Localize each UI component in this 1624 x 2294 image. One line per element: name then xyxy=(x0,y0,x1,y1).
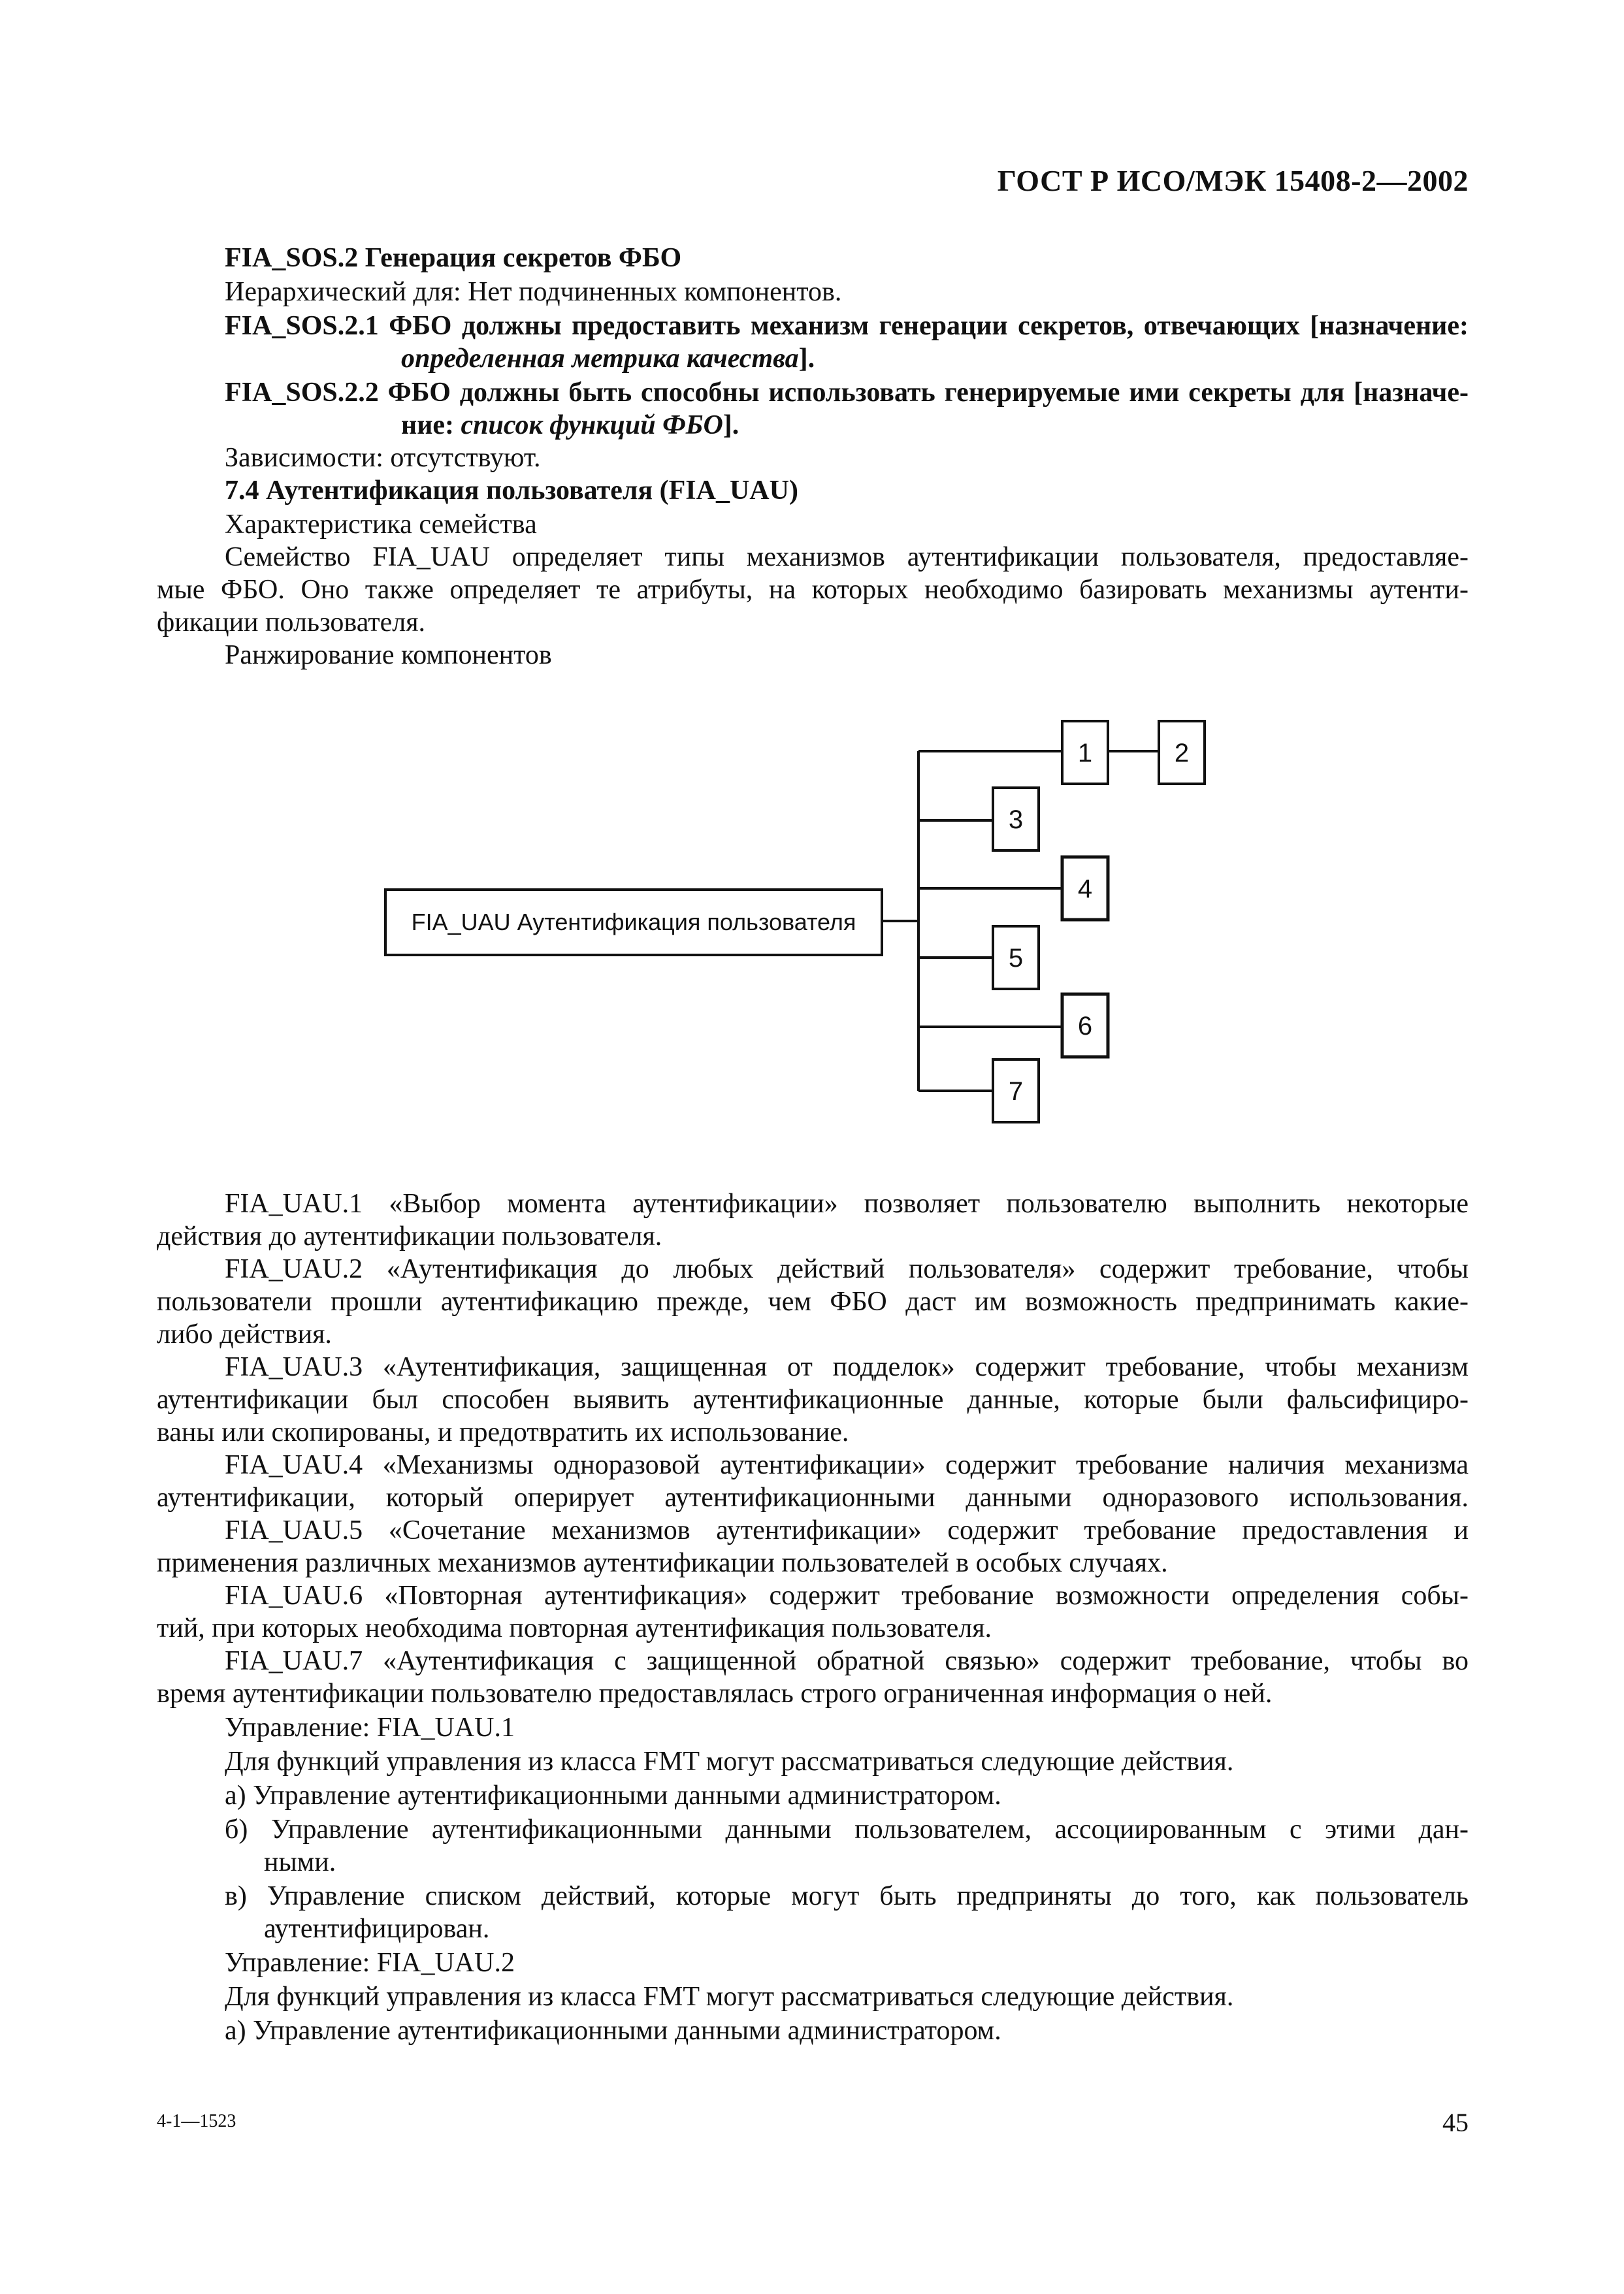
desc-uau1-line-2: действия до аутентификации пользователя. xyxy=(157,1221,662,1252)
component-label-3: 3 xyxy=(1008,805,1024,834)
family-characteristic-label: Характеристика семейства xyxy=(225,509,537,540)
desc-uau6-line-1: FIA_UAU.6 «Повторная аутентификация» содержит требование возможности определения собы- xyxy=(225,1581,1469,1611)
footer-print-code: 4-1—1523 xyxy=(157,2111,236,2131)
management-uau2-title: Управление: FIA_UAU.2 xyxy=(225,1948,515,1978)
management-uau1-item-c-cont: аутентифицирован. xyxy=(264,1914,490,1944)
management-uau1-intro: Для функций управления из класса FMT могут рассматриваться следующие действия. xyxy=(225,1747,1234,1777)
sos2-element-2: FIA_SOS.2.2 ФБО должны быть способны использовать генерируемые ими секреты для [назначе- xyxy=(225,378,1469,408)
desc-uau5-line-1: FIA_UAU.5 «Сочетание механизмов аутентификации» содержит требование предоставления и xyxy=(225,1515,1469,1545)
component-label-1: 1 xyxy=(1077,739,1093,767)
desc-uau3-line-1: FIA_UAU.3 «Аутентификация, защищенная от подделок» содержит требование, чтобы механизм xyxy=(225,1352,1469,1382)
component-label-7: 7 xyxy=(1008,1077,1024,1106)
sos2-title: FIA_SOS.2 Генерация секретов ФБО xyxy=(225,243,682,273)
component-label-5: 5 xyxy=(1008,944,1024,973)
sos2-element-2-end: ]. xyxy=(723,410,739,440)
desc-uau4-line-2: аутентификации, который оперирует аутентификационными данными одноразового использования. xyxy=(157,1483,1469,1513)
management-uau2-intro: Для функций управления из класса FMT могут рассматриваться следующие действия. xyxy=(225,1982,1234,2012)
family-paragraph-line-2: мые ФБО. Оно также определяет те атрибуты, на которых необходимо базировать механизмы аутенти- xyxy=(157,575,1469,605)
component-label-4: 4 xyxy=(1077,875,1093,903)
management-uau1-item-b-cont: ными. xyxy=(264,1847,336,1877)
family-paragraph-line-1: Семейство FIA_UAU определяет типы механизмов аутентификации пользователя, предоставляе- xyxy=(225,542,1469,572)
component-label-6: 6 xyxy=(1077,1012,1093,1041)
component-label-2: 2 xyxy=(1174,739,1190,767)
desc-uau7-line-2: время аутентификации пользователю предоставлялась строго ограниченная информация о ней. xyxy=(157,1679,1273,1709)
desc-uau4-line-1: FIA_UAU.4 «Механизмы одноразовой аутентификации» содержит требование наличия механизма xyxy=(225,1450,1469,1480)
desc-uau2-line-3: либо действия. xyxy=(157,1319,332,1349)
sos2-element-1-end: ]. xyxy=(798,344,815,374)
sos2-dependencies: Зависимости: отсутствуют. xyxy=(225,443,541,473)
desc-uau6-line-2: тий, при которых необходима повторная аутентификация пользователя. xyxy=(157,1613,992,1643)
desc-uau5-line-2: применения различных механизмов аутентификации пользователей в особых случаях. xyxy=(157,1548,1168,1578)
desc-uau2-line-2: пользователи прошли аутентификацию прежде, чем ФБО даст им возможность предпринимать какие- xyxy=(157,1287,1469,1317)
sos2-element-1: FIA_SOS.2.1 ФБО должны предоставить механизм генерации секретов, отвечающих [назначение: xyxy=(225,311,1469,341)
sos2-element-2-start: ние: xyxy=(401,410,461,440)
management-uau1-item-b: б) Управление аутентификационными данными пользователем, ассоциированным с этими дан- xyxy=(225,1815,1469,1845)
component-ranking-label: Ранжирование компонентов xyxy=(225,640,552,670)
desc-uau1-line-1: FIA_UAU.1 «Выбор момента аутентификации» позволяет пользователю выполнить некоторые xyxy=(225,1189,1469,1219)
family-paragraph-line-3: фикации пользователя. xyxy=(157,607,426,638)
page-number: 45 xyxy=(1442,2108,1469,2137)
management-uau1-title: Управление: FIA_UAU.1 xyxy=(225,1713,515,1743)
desc-uau2-line-1: FIA_UAU.2 «Аутентификация до любых действий пользователя» содержит требование, чтобы xyxy=(225,1254,1469,1284)
desc-uau3-line-3: ваны или скопированы, и предотвратить их использование. xyxy=(157,1417,849,1447)
sos2-element-1-assignment: определенная метрика качества xyxy=(401,344,799,374)
desc-uau7-line-1: FIA_UAU.7 «Аутентификация с защищенной обратной связью» содержит требование, чтобы во xyxy=(225,1646,1469,1676)
management-uau2-item-a: а) Управление аутентификационными данными администратором. xyxy=(225,2016,1001,2046)
management-uau1-item-c: в) Управление списком действий, которые могут быть предприняты до того, как пользователь xyxy=(225,1881,1469,1911)
sos2-element-2-assignment: список функций ФБО xyxy=(461,410,723,440)
management-uau1-item-a: а) Управление аутентификационными данными администратором. xyxy=(225,1781,1001,1811)
section-heading: 7.4 Аутентификация пользователя (FIA_UAU) xyxy=(225,476,798,506)
sos2-hierarchy: Иерархический для: Нет подчиненных компонентов. xyxy=(225,277,842,307)
desc-uau3-line-2: аутентификации был способен выявить аутентификационные данные, которые были фальсифициро- xyxy=(157,1385,1469,1415)
family-box-label: FIA_UAU Аутентификация пользователя xyxy=(411,909,856,935)
standard-header: ГОСТ Р ИСО/МЭК 15408-2—2002 xyxy=(997,164,1469,197)
